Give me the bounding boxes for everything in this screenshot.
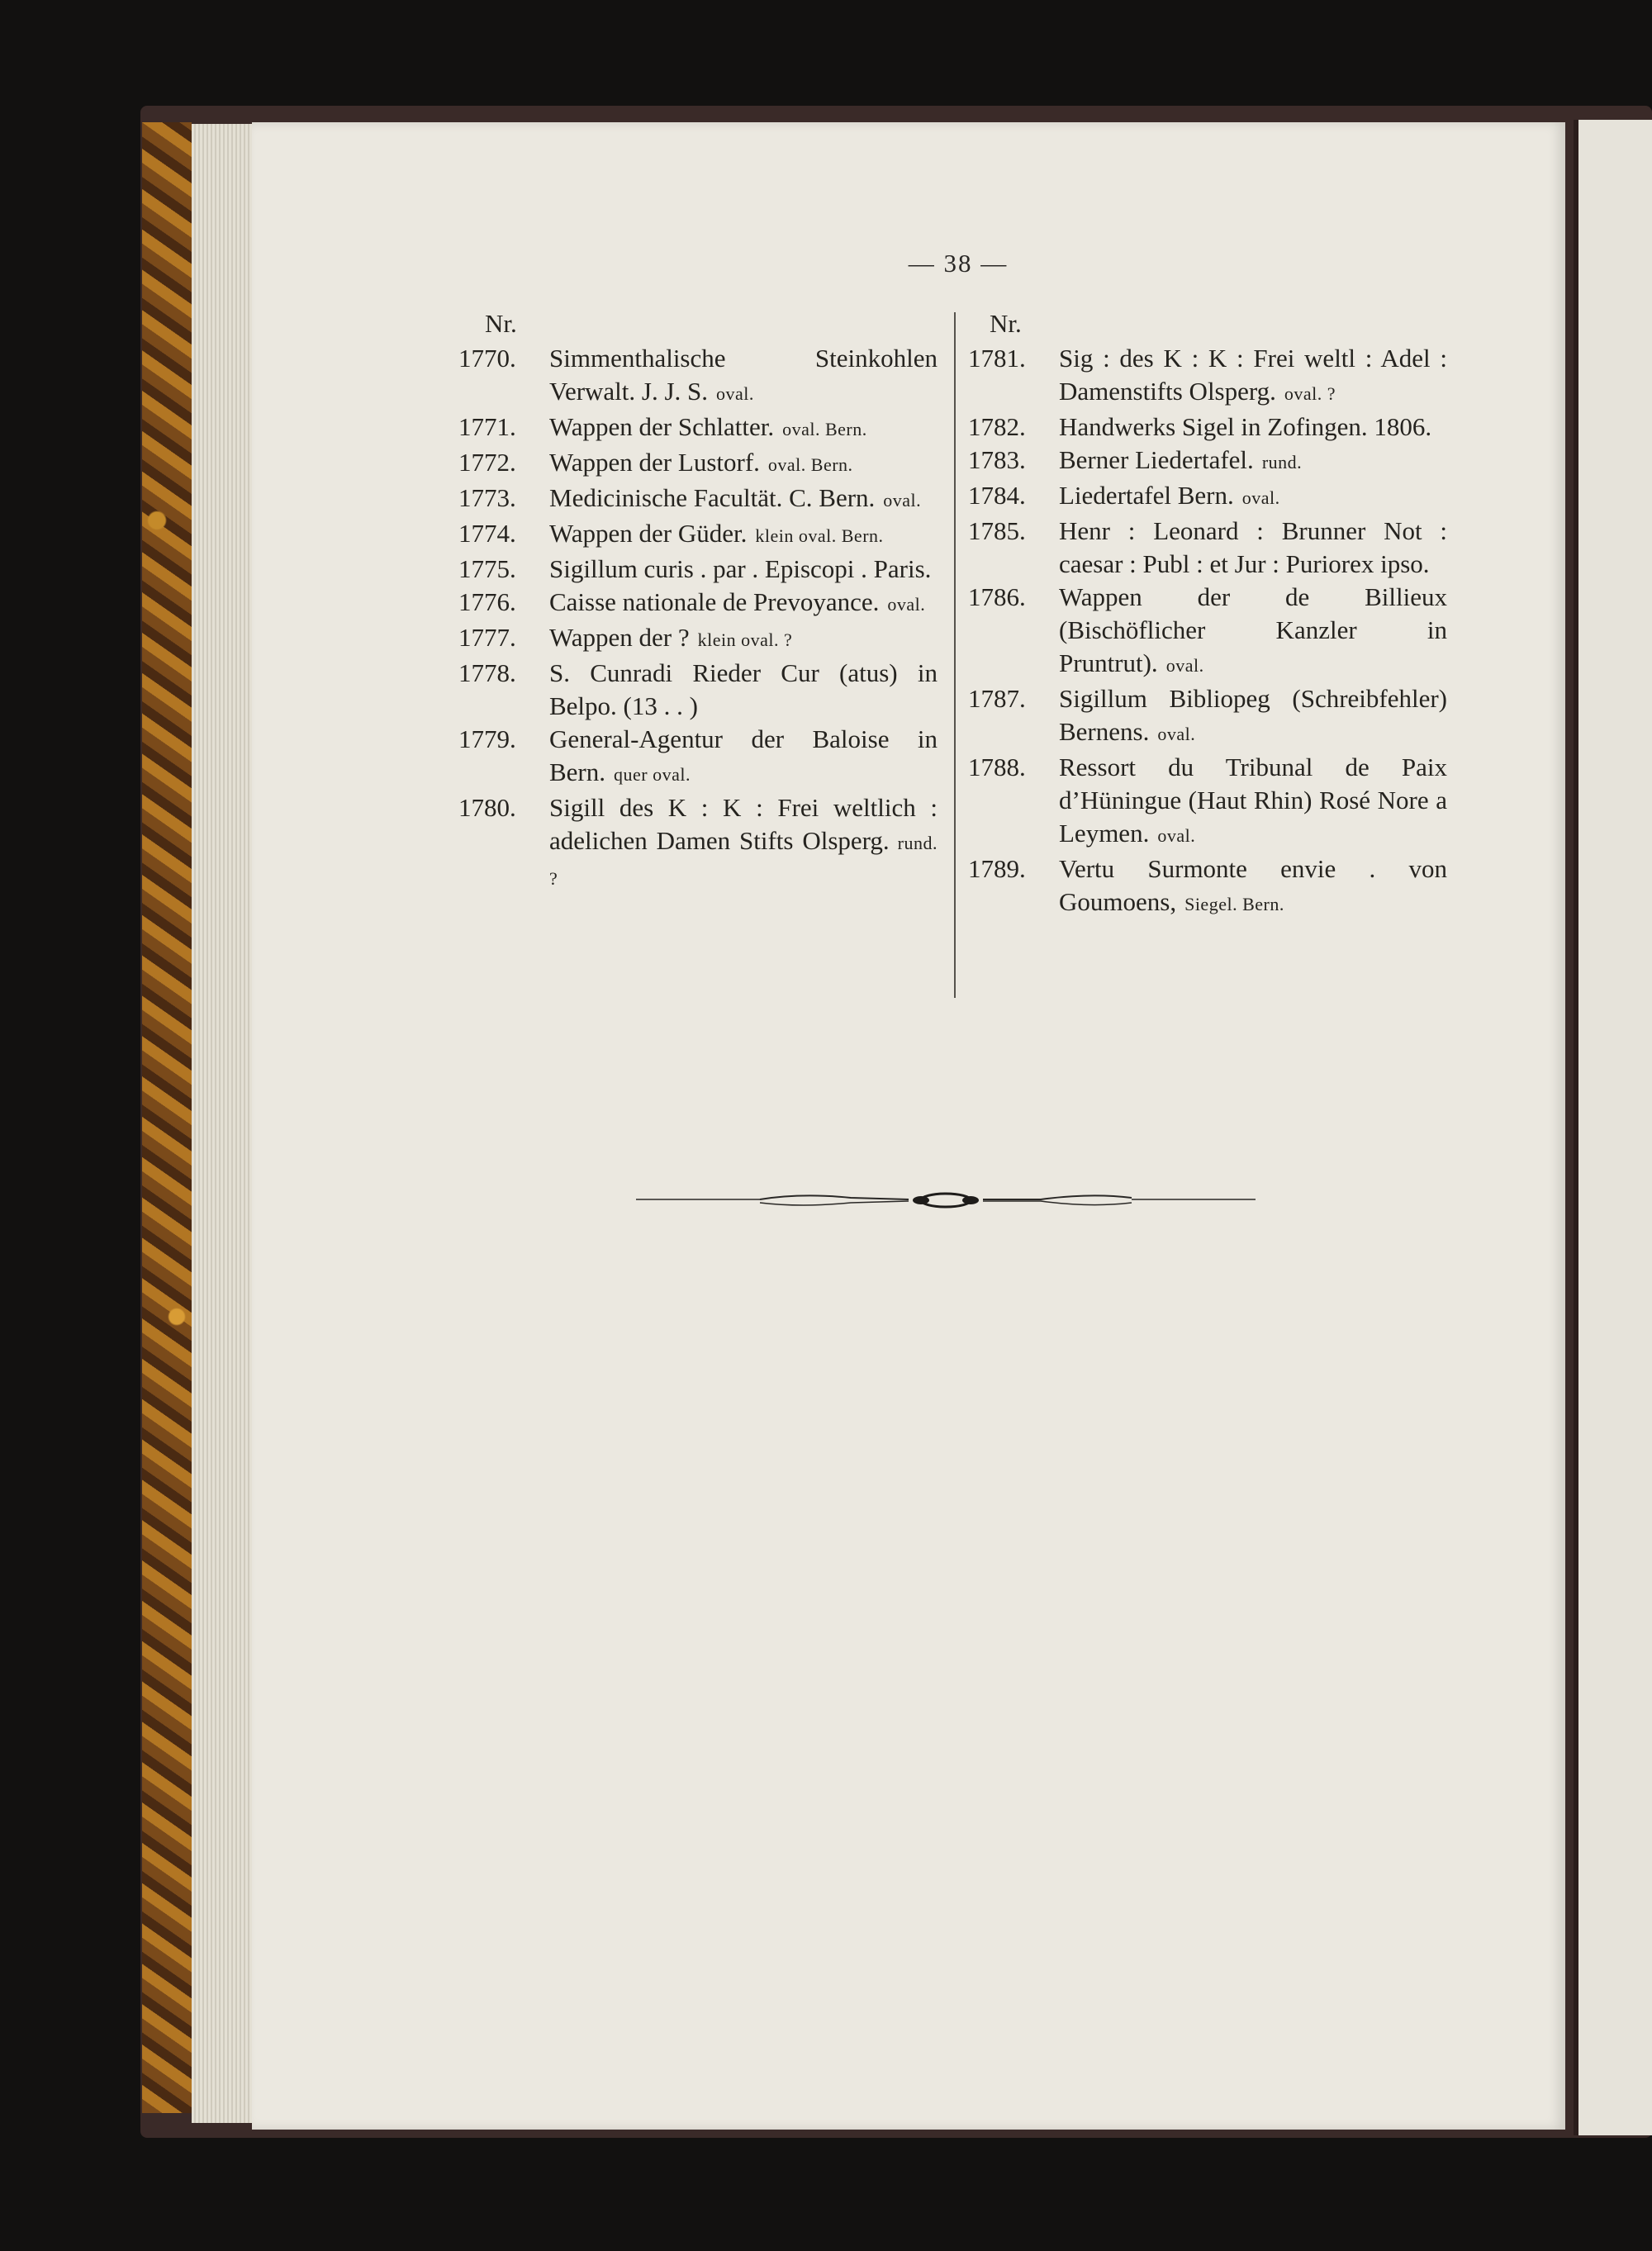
entry-description: General-Agentur der Baloise in Bern. (549, 724, 938, 786)
entry-text (1059, 479, 1447, 515)
entry-description: Berner Liedertafel. (1059, 445, 1254, 474)
entry-description: Medicinische Facultät. C. Bern. (549, 483, 876, 512)
right-column (968, 307, 1447, 921)
entry-description: Liedertafel Bern. (1059, 481, 1234, 510)
entry-description: Wappen der de Billieux (Bischöflicher Kanzler in Pruntrut). (1059, 582, 1447, 677)
entry-description: Handwerks Sigel in Zofingen. 1806. (1059, 412, 1432, 441)
adjacent-page (1574, 120, 1652, 2135)
entry-note: oval. (1165, 655, 1204, 676)
catalog-entry (458, 553, 938, 586)
entry-description: Henr : Leonard : Brunner Not : caesar : Publ : et Jur : Puriorex ipso. (1059, 516, 1447, 578)
entry-note: oval. (883, 490, 922, 511)
catalog-entry (968, 852, 1447, 921)
entry-description: Vertu Surmonte envie . von Goumoens, (1059, 854, 1447, 916)
entry-number: 1783. (968, 445, 1026, 474)
entry-number: 1779. (458, 724, 516, 753)
entry-description: Wappen der Schlatter. (549, 412, 775, 441)
catalog-entry (458, 586, 938, 621)
entry-description: Simmenthalische Steinkohlen Verwalt. J. J. S. (549, 344, 938, 406)
marbled-board (142, 122, 192, 2113)
column-divider (954, 312, 956, 998)
entry-number: 1778. (458, 658, 516, 687)
entry-description: Sigillum Bibliopeg (Schreibfehler) Bernens. (1059, 684, 1447, 746)
entry-description: Sigill des K : K : Frei weltlich : adelichen Damen Stifts Olsperg. (549, 793, 938, 855)
nr-heading: Nr. (485, 309, 517, 338)
entry-list (458, 342, 938, 895)
entry-text (549, 553, 938, 586)
entry-number: 1782. (968, 412, 1026, 441)
entry-description: Wappen der Güder. (549, 519, 748, 548)
entry-note: oval. (887, 594, 926, 615)
entry-text (549, 791, 938, 895)
catalog-entry (968, 515, 1447, 581)
entry-description: Caisse nationale de Prevoyance. (549, 587, 880, 616)
entry-number: 1775. (458, 554, 516, 583)
entry-text (1059, 581, 1447, 682)
entry-description: Sig : des K : K : Frei weltl : Adel : Damenstifts Olsperg. (1059, 344, 1447, 406)
entry-description: Wappen der Lustorf. (549, 448, 760, 477)
entry-list (968, 342, 1447, 921)
entry-number: 1770. (458, 344, 516, 373)
entry-text (549, 342, 938, 411)
entry-note: quer oval. (614, 764, 691, 785)
entry-note: klein oval. Bern. (755, 525, 884, 546)
catalog-entry (458, 517, 938, 553)
entry-number: 1786. (968, 582, 1026, 611)
entry-note: oval. (1157, 724, 1196, 744)
entry-number: 1774. (458, 519, 516, 548)
page-edges (192, 124, 256, 2123)
entry-number: 1772. (458, 448, 516, 477)
catalog-entry (968, 682, 1447, 751)
entry-text (1059, 411, 1447, 444)
entry-number: 1787. (968, 684, 1026, 713)
catalog-entry (458, 723, 938, 791)
catalog-entry (458, 657, 938, 723)
entry-note: oval. (716, 383, 754, 404)
entry-text (549, 446, 938, 482)
entry-note: oval. (1241, 487, 1280, 508)
catalog-entry (968, 479, 1447, 515)
entry-text (1059, 444, 1447, 479)
entry-description: Wappen der ? (549, 623, 690, 652)
entry-text (1059, 852, 1447, 921)
catalog-entry (968, 581, 1447, 682)
nr-heading: Nr. (990, 309, 1022, 338)
catalog-entry (968, 444, 1447, 479)
entry-description: Sigillum curis . par . Episcopi . Paris. (549, 554, 932, 583)
catalog-entry (968, 342, 1447, 411)
catalog-entry (458, 446, 938, 482)
entry-number: 1789. (968, 854, 1026, 883)
entry-description: S. Cunradi Rieder Cur (atus) in Belpo. (13 . . ) (549, 658, 938, 720)
entry-text (1059, 515, 1447, 581)
entry-note: klein oval. ? (697, 629, 793, 650)
entry-text (1059, 342, 1447, 411)
catalog-entry (458, 342, 938, 411)
catalog-entry (458, 482, 938, 517)
catalog-entry (968, 751, 1447, 852)
entry-number: 1771. (458, 412, 516, 441)
entry-text (549, 482, 938, 517)
entry-text (549, 723, 938, 791)
entry-note: Siegel. Bern. (1184, 894, 1284, 914)
entry-note: oval. (1157, 825, 1196, 846)
entry-text (549, 411, 938, 446)
catalog-entry (458, 411, 938, 446)
entry-number: 1785. (968, 516, 1026, 545)
entry-number: 1781. (968, 344, 1026, 373)
catalog-entry (968, 411, 1447, 444)
entry-number: 1780. (458, 793, 516, 822)
entry-number: 1784. (968, 481, 1026, 510)
entry-number: 1776. (458, 587, 516, 616)
entry-note: oval. Bern. (782, 419, 867, 439)
entry-number: 1788. (968, 753, 1026, 781)
entry-text (549, 517, 938, 553)
entry-text (1059, 751, 1447, 852)
entry-description: Ressort du Tribunal de Paix d’Hüningue (Haut Rhin) Rosé Nore a Leymen. (1059, 753, 1447, 848)
page-number: — 38 — (908, 249, 1009, 278)
entry-number: 1777. (458, 623, 516, 652)
entry-note: oval. Bern. (767, 454, 853, 475)
ornament-divider (636, 1185, 1256, 1218)
entry-text (1059, 682, 1447, 751)
entry-note: oval. ? (1284, 383, 1336, 404)
entry-note: rund. (1261, 452, 1303, 473)
entry-text (549, 621, 938, 657)
entry-text (549, 657, 938, 723)
catalog-entry (458, 621, 938, 657)
entry-text (549, 586, 938, 621)
left-column (458, 307, 938, 895)
catalog-entry (458, 791, 938, 895)
entry-note: rund. ? (549, 833, 938, 889)
entry-number: 1773. (458, 483, 516, 512)
